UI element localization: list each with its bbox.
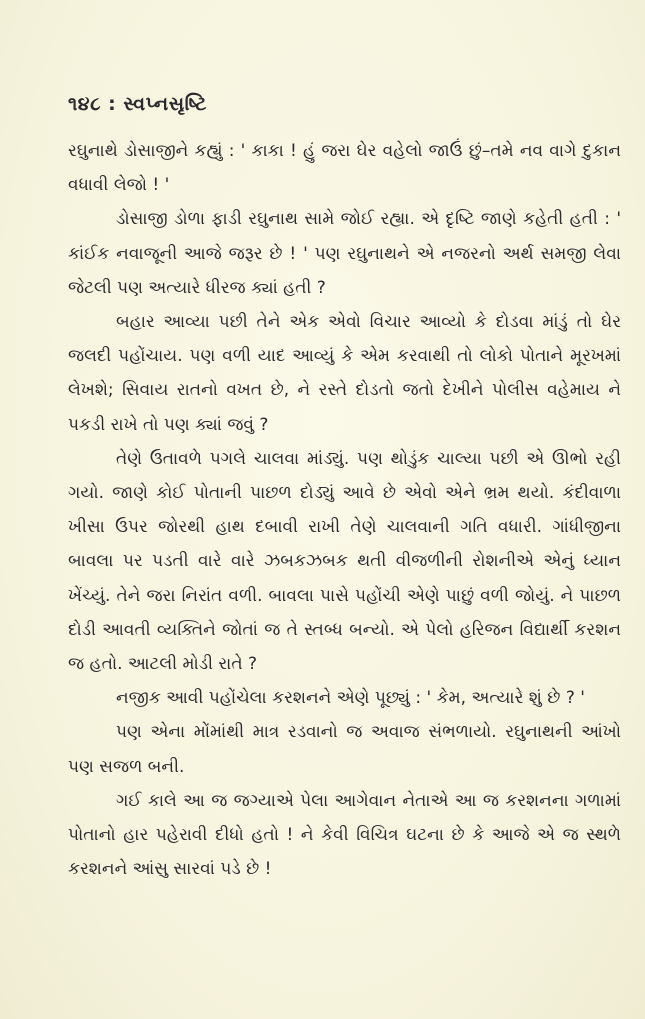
- running-head: ૧૪૮ : સ્વપ્નસૃષ્ટિ: [68, 93, 207, 115]
- paragraph: નજીક આવી પહોંચેલા કરશનને એણે પૂછ્યું : ' કેમ, અત્યારે શું છે ? ': [116, 688, 585, 709]
- paragraph: રઘુનાથે ડોસાજીને કહ્યું : ' કાકા ! હું જરા ઘેર વહેલો જાઉં છું–તમે નવ વાગે દુકાન વધાવી લેજો ! ': [68, 141, 621, 196]
- paragraph: ગઈ કાલે આ જ જગ્યાએ પેલા આગેવાન નેતાએ આ જ કરશનના ગળામાં પોતાનો હાર પહેરાવી દીધો હતો ! ને કેવી વિચિત્ર ઘટના છે કે આજે એ જ સ્થળે કરશનને આંસુ સારવાં પડે છે !: [68, 790, 621, 880]
- paragraph: પણ એના મોંમાંથી માત્ર રડવાનો જ અવાજ સંભળાયો. રઘુનાથની આંખો પણ સજળ બની.: [68, 722, 621, 777]
- paragraph: તેણે ઉતાવળે પગલે ચાલવા માંડ્યું. પણ થોડુંક ચાલ્યા પછી એ ઊભો રહી ગયો. જાણે કોઈ પોતાની પાછળ દોડ્યું આવે છે એવો એને ભ્રમ થયો. કંદીવાળા ખીસા ઉપર જોરથી હાથ દબાવી રાખી તેણે ચાલવાની ગતિ વધારી. ગાંધીજીના બાવલા પર પડતી વારે વારે ઝબકઝબક થતી વીજળીની રોશનીએ એનું ધ્યાન ખેંચ્યું. તેને જરા નિરાંત વળી. બાવલા પાસે પહોંચી એણે પાછું વળી જોયું. ને પાછળ દોડી આવતી વ્યક્તિને જોતાં જ તે સ્તબ્ધ બન્યો. એ પેલો હરિજન વિદ્યાર્થી કરશન જ હતો. આટલી મોડી રાતે ?: [68, 448, 621, 675]
- paragraph: બહાર આવ્યા પછી તેને એક એવો વિચાર આવ્યો કે દોડવા માંડું તો ઘેર જલદી પહોંચાય. પણ વળી યાદ આવ્યું કે એમ કરવાથી તો લોકો પોતાને મૂરખમાં લેખશે; સિવાય રાતનો વખત છે, ને રસ્તે દોડતો જતો દેખીને પોલીસ વહેમાય ને પકડી રાખે તો પણ ક્યાં જવું ?: [68, 312, 621, 435]
- paragraph: ડોસાજી ડોળા ફાડી રઘુનાથ સામે જોઈ રહ્યા. એ દૃષ્ટિ જાણે કહેતી હતી : ' કાંઈક નવાજૂની આજે જરૂર છે ! ' પણ રઘુનાથને એ નજરનો અર્થ સમજી લેવા જેટલી પણ અત્યારે ધીરજ ક્યાં હતી ?: [68, 209, 621, 298]
